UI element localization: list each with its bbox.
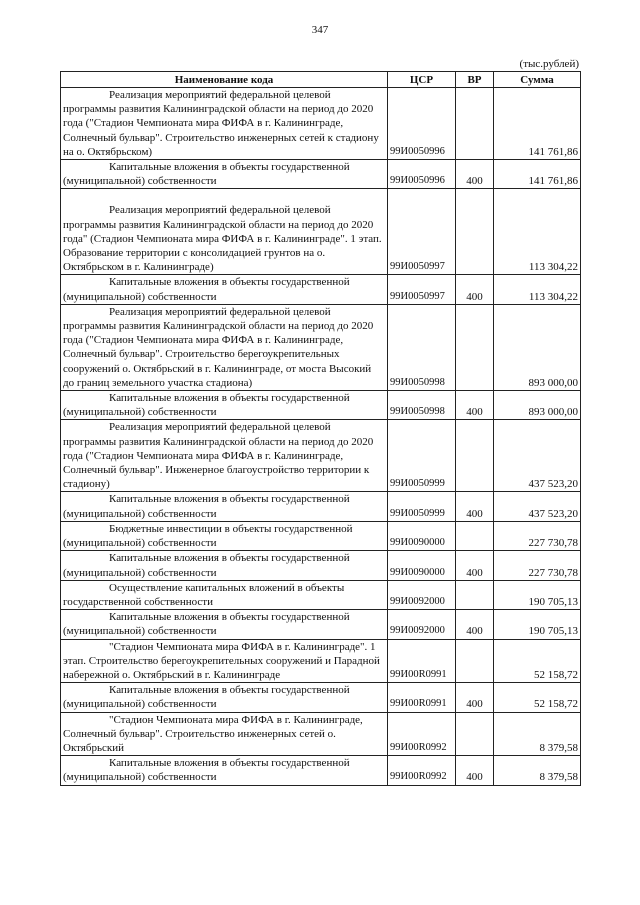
row-name: "Стадион Чемпионата мира ФИФА в г. Калининграде, Солнечный бульвар". Строительство инженерных сетей о. Октябрьский [63, 713, 363, 754]
row-name-cell [61, 610, 388, 639]
header-vr: ВР [456, 72, 494, 88]
row-sum: 52 158,72 [494, 683, 581, 712]
row-sum: 8 379,58 [494, 756, 581, 785]
row-name-cell [61, 160, 388, 189]
row-sum: 893 000,00 [494, 391, 581, 420]
table-row [61, 420, 581, 492]
table-row [61, 521, 581, 550]
row-name: Капитальные вложения в объекты государственной (муниципальной) собственности [63, 684, 350, 711]
row-vr: 400 [456, 551, 494, 580]
row-name: Капитальные вложения в объекты государственной (муниципальной) собственности [63, 161, 350, 188]
table-header [61, 72, 581, 88]
row-vr [456, 580, 494, 609]
row-sum: 141 761,86 [494, 160, 581, 189]
header-csr: ЦСР [388, 72, 456, 88]
row-name: "Стадион Чемпионата мира ФИФА в г. Калининграде". 1 этап. Строительство берегоукрепительных сооружений и Парадной набережной о. Октябрьский в г. Калининграде [63, 640, 380, 681]
row-csr: 99И00R0991 [388, 683, 456, 712]
row-csr: 99И00R0991 [388, 639, 456, 683]
row-vr [456, 88, 494, 160]
row-csr: 99И0050997 [388, 189, 456, 275]
row-vr: 400 [456, 160, 494, 189]
row-name: Реализация мероприятий федеральной целевой программы развития Калининградской области на период до 2020 года" (Стадион Чемпионата мира ФИФА в г. Калининграде". 1 этап. Образование территории с консолидацией грунтов на о. Октябрьском в г. Калининграде) [63, 204, 382, 274]
row-csr: 99И0050996 [388, 88, 456, 160]
row-sum: 113 304,22 [494, 189, 581, 275]
row-name-cell [61, 712, 388, 756]
row-sum: 113 304,22 [494, 275, 581, 304]
row-name: Реализация мероприятий федеральной целевой программы развития Калининградской области на период до 2020 года ("Стадион Чемпионата мира ФИФА в г. Калининграде, Солнечный бульвар". Инженерное благоустройство территории к стадиону) [63, 421, 374, 491]
table-row [61, 304, 581, 390]
row-name: Реализация мероприятий федеральной целевой программы развития Калининградской области на период до 2020 года ("Стадион Чемпионата мира ФИФА в г. Калининграде, Солнечный бульвар". Строительство берегоукрепительных сооружений о. Октябрьский в г. Калининграде, от моста Высокий до границ земельного участка стадиона) [63, 305, 374, 389]
table-row [61, 160, 581, 189]
row-csr: 99И0050999 [388, 492, 456, 521]
row-sum: 190 705,13 [494, 580, 581, 609]
row-csr: 99И0050998 [388, 304, 456, 390]
row-csr: 99И00R0992 [388, 712, 456, 756]
row-vr: 400 [456, 492, 494, 521]
row-csr: 99И0050998 [388, 391, 456, 420]
table-row [61, 712, 581, 756]
row-vr: 400 [456, 683, 494, 712]
table-row [61, 88, 581, 160]
row-vr: 400 [456, 275, 494, 304]
row-vr [456, 420, 494, 492]
row-csr: 99И00R0992 [388, 756, 456, 785]
row-sum: 437 523,20 [494, 420, 581, 492]
row-sum: 437 523,20 [494, 492, 581, 521]
row-sum: 893 000,00 [494, 304, 581, 390]
row-sum: 8 379,58 [494, 712, 581, 756]
table-row [61, 551, 581, 580]
row-vr: 400 [456, 610, 494, 639]
row-vr: 400 [456, 391, 494, 420]
row-name: Капитальные вложения в объекты государственной (муниципальной) собственности [63, 276, 350, 303]
row-name-cell [61, 420, 388, 492]
row-name: Бюджетные инвестиции в объекты государственной (муниципальной) собственности [63, 522, 353, 550]
row-csr: 99И0092000 [388, 610, 456, 639]
table-row [61, 391, 581, 420]
header-sum: Сумма [494, 72, 581, 88]
row-name: Капитальные вложения в объекты государственной (муниципальной) собственности [63, 552, 350, 579]
row-name-cell [61, 756, 388, 785]
row-name: Капитальные вложения в объекты государственной (муниципальной) собственности [63, 757, 350, 784]
row-name-cell [61, 551, 388, 580]
row-csr: 99И0090000 [388, 521, 456, 550]
row-vr [456, 189, 494, 275]
row-sum: 141 761,86 [494, 88, 581, 160]
row-name-cell [61, 88, 388, 160]
page-number: 347 [311, 24, 329, 36]
table-body [61, 88, 581, 786]
units-label: (тыс.рублей) [519, 58, 579, 70]
table-row [61, 756, 581, 785]
table-row [61, 275, 581, 304]
row-name: Реализация мероприятий федеральной целевой программы развития Калининградской области на период до 2020 года ("Стадион Чемпионата мира ФИФА в г. Калининграде, Солнечный бульвар". Строительство инженерных сетей к стадиону на о. Октябрьском) [63, 89, 379, 158]
row-name-cell [61, 521, 388, 550]
header-row [61, 72, 581, 88]
table-row [61, 683, 581, 712]
row-name-cell [61, 580, 388, 609]
row-name: Капитальные вложения в объекты государственной (муниципальной) собственности [63, 493, 350, 520]
row-csr: 99И0092000 [388, 580, 456, 609]
table-row [61, 189, 581, 275]
row-csr: 99И0050996 [388, 160, 456, 189]
row-name-cell [61, 275, 388, 304]
row-csr: 99И0050997 [388, 275, 456, 304]
row-name: Капитальные вложения в объекты государственной (муниципальной) собственности [63, 611, 350, 638]
row-vr [456, 521, 494, 550]
row-vr [456, 304, 494, 390]
row-name-cell [61, 683, 388, 712]
table-row [61, 492, 581, 521]
row-name-cell [61, 304, 388, 390]
row-vr [456, 639, 494, 683]
table-row [61, 610, 581, 639]
row-sum: 227 730,78 [494, 551, 581, 580]
row-name-cell [61, 639, 388, 683]
table-row [61, 639, 581, 683]
row-sum: 52 158,72 [494, 639, 581, 683]
row-vr [456, 712, 494, 756]
row-name-cell [61, 391, 388, 420]
row-name: Капитальные вложения в объекты государственной (муниципальной) собственности [63, 392, 350, 419]
row-name: Осуществление капитальных вложений в объекты государственной собственности [63, 581, 345, 608]
row-vr: 400 [456, 756, 494, 785]
table-row [61, 580, 581, 609]
budget-table [60, 71, 581, 786]
row-sum: 190 705,13 [494, 610, 581, 639]
row-name-cell [61, 492, 388, 521]
row-name-cell [61, 189, 388, 275]
row-sum: 227 730,78 [494, 521, 581, 550]
row-csr: 99И0090000 [388, 551, 456, 580]
header-name: Наименование кода [61, 72, 388, 88]
row-csr: 99И0050999 [388, 420, 456, 492]
